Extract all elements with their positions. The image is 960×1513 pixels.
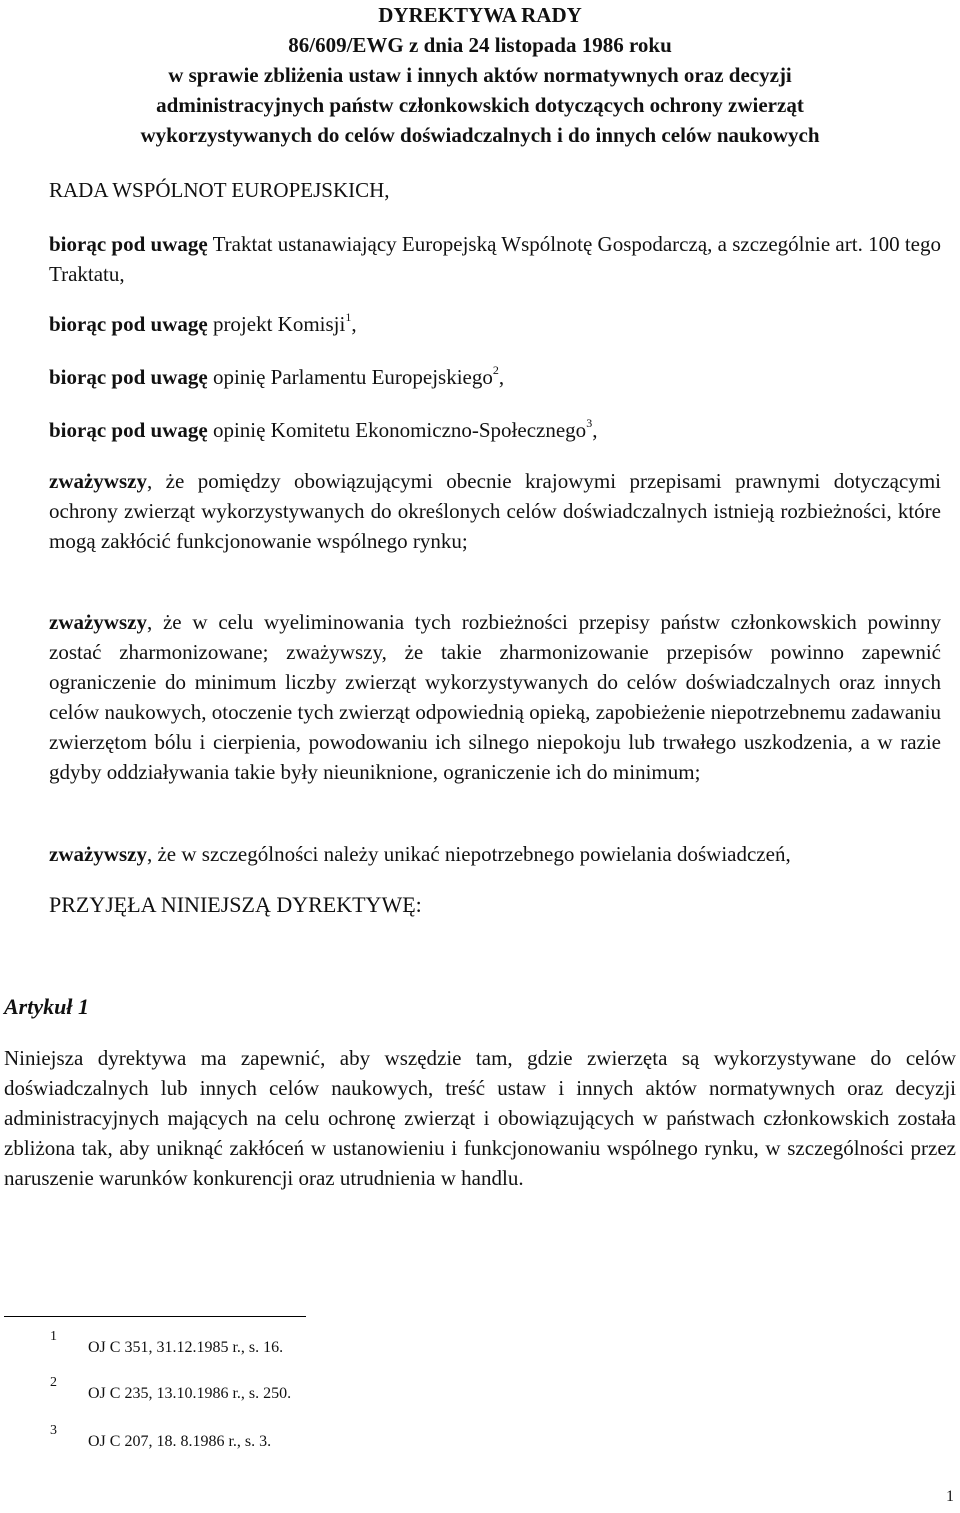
recital-commission	[49, 309, 941, 339]
whereas-text: , że w szczególności należy unikać niepotrzebnego powielania doświadczeń,	[146, 842, 791, 866]
title-line-2: 86/609/EWG z dnia 24 listopada 1986 roku	[288, 33, 672, 57]
recital-lead: biorąc pod uwagę	[49, 365, 208, 389]
recital-comma: ,	[592, 418, 598, 442]
footnote-separator	[4, 1316, 306, 1317]
footnote-number: 2	[50, 1375, 57, 1390]
recital-treaty	[49, 229, 941, 289]
title-line-3: w sprawie zbliżenia ustaw i innych aktów normatywnych oraz decyzji	[168, 63, 792, 87]
title-line-1: DYREKTYWA RADY	[378, 3, 582, 27]
footnote-ref: 1	[345, 310, 352, 324]
whereas-2	[49, 607, 941, 787]
footnote-number: 3	[50, 1423, 57, 1438]
recital-text: opinię Parlamentu Europejskiego	[207, 365, 493, 389]
title-line-5: wykorzystywanych do celów doświadczalnych i do innych celów naukowych	[140, 123, 820, 147]
recital-ecosoc	[49, 415, 941, 445]
footnote-text: OJ C 351, 31.12.1985 r., s. 16.	[88, 1339, 284, 1356]
recital-lead: biorąc pod uwagę	[49, 312, 208, 336]
recital-text: Traktat ustanawiający Europejską Wspólnotę Gospodarczą, a szczególnie art. 100 tego Traktatu,	[49, 232, 941, 286]
article-text: Niniejsza dyrektywa ma zapewnić, aby wszędzie tam, gdzie zwierzęta są wykorzystywane do celów doświadczalnych lub innych celów naukowych, treść ustaw i innych aktów normatywnych oraz decyzji administracyjnych mających na celu ochronę zwierząt i obowiązujących w państwach członkowskich została zbliżona tak, aby uniknąć zakłóceń w ustanowieniu i funkcjonowaniu wspólnego rynku, w szczególności przez naruszenie warunków konkurencji oraz utrudnienia w handlu.	[4, 1046, 956, 1190]
recital-text: projekt Komisji	[207, 312, 346, 336]
whereas-text: , że w celu wyeliminowania tych rozbieżności przepisy państw członkowskich powinny zostać zharmonizowane; zważywszy, że takie zharmonizowanie przepisów powinno zapewnić ograniczenie do minimum liczby zwierząt wykorzystywanych do celów doświadczalnych oraz innych celów naukowych, otoczenie tych zwierząt odpowiednią opieką, zapobieżenie niepotrzebnemu zadawaniu zwierzętom bólu i cierpienia, powodowaniu ich silnego niepokoju lub trwałego uszkodzenia, a w razie gdyby oddziaływania takie były nieuniknione, ograniczenie ich do minimum;	[49, 610, 941, 784]
recital-comma: ,	[351, 312, 357, 336]
recital-lead: biorąc pod uwagę	[49, 418, 208, 442]
footnote-text: OJ C 207, 18. 8.1986 r., s. 3.	[88, 1433, 272, 1450]
recital-comma: ,	[498, 365, 505, 389]
recital-lead: biorąc pod uwagę	[49, 232, 208, 256]
footnote-ref: 3	[586, 416, 593, 430]
footnote-number: 1	[50, 1329, 57, 1344]
whereas-lead: zważywszy	[49, 842, 147, 866]
recital-parliament	[49, 362, 941, 392]
article-heading: Artykuł 1	[4, 994, 89, 1019]
whereas-3	[49, 839, 941, 869]
footnote-text: OJ C 235, 13.10.1986 r., s. 250.	[88, 1385, 292, 1402]
council-heading: RADA WSPÓLNOT EUROPEJSKICH,	[49, 178, 390, 202]
adoption-formula: PRZYJĘŁA NINIEJSZĄ DYREKTYWĘ:	[49, 892, 422, 917]
whereas-lead: zważywszy	[49, 610, 147, 634]
whereas-1	[49, 466, 941, 556]
whereas-text: , że pomiędzy obowiązującymi obecnie krajowymi przepisami prawnymi dotyczącymi ochrony zwierząt wykorzystywanych do określonych celów doświadczalnych istnieją rozbieżności, które mogą zakłócić funkcjonowanie wspólnego rynku;	[49, 469, 941, 553]
document-title	[40, 0, 920, 150]
whereas-lead: zważywszy	[49, 469, 147, 493]
footnote-ref: 2	[492, 363, 499, 377]
recital-text: opinię Komitetu Ekonomiczno-Społecznego	[207, 418, 587, 442]
page-number: 1	[946, 1488, 954, 1505]
title-line-4: administracyjnych państw członkowskich dotyczących ochrony zwierząt	[156, 93, 804, 117]
